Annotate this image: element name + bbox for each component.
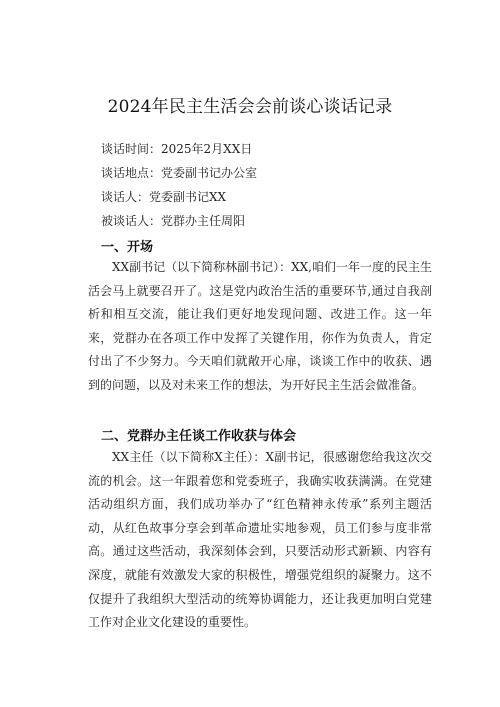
section-heading-work-gains: 二、党群办主任谈工作收获与体会: [101, 429, 297, 444]
talkee: 被谈话人：党群办主任周阳: [101, 214, 246, 228]
section-body-opening: XX副书记（以下简称林副书记）：XX,咱们一年一度的民主生活会马上就要召开了。这是党内政治生活的重要环节,通过自我剖析和相互交流，能让我们更好地发现问题、改进工作。这一年来，党群办在各项工作中发挥了关键作用，你作为负责人，肯定付出了不少努力。今天咱们就敞开心扉，谈谈工作中的收获、遇到的问题，以及对未来工作的想法，为开好民主生活会做准备。: [88, 260, 432, 392]
document-title: 2024年民主生活会会前谈心谈话记录: [107, 97, 393, 117]
talk-time: 谈话时间：2025年2月XX日: [101, 142, 253, 156]
talk-place: 谈话地点：党委副书记办公室: [101, 166, 258, 180]
section-body-work-gains: XX主任（以下简称X主任）：X副书记，很感谢您给我这次交流的机会。这一年跟着您和党委班子，我确实收获满满。在党建活动组织方面，我们成功举办了“红色精神永传承”系列主题活动，从红色故事分享会到革命遗址实地参观，员工们参与度非常高。通过这些活动，我深刻体会到，只要活动形式新颖、内容有深度，就能有效激发大家的积极性，增强党组织的凝聚力。这不仅提升了我组织大型活动的统筹协调能力，还让我更加明白党建工作对企业文化建设的重要性。: [88, 450, 432, 630]
talker: 谈话人：党委副书记XX: [101, 190, 227, 204]
section-heading-opening: 一、开场: [101, 240, 154, 255]
